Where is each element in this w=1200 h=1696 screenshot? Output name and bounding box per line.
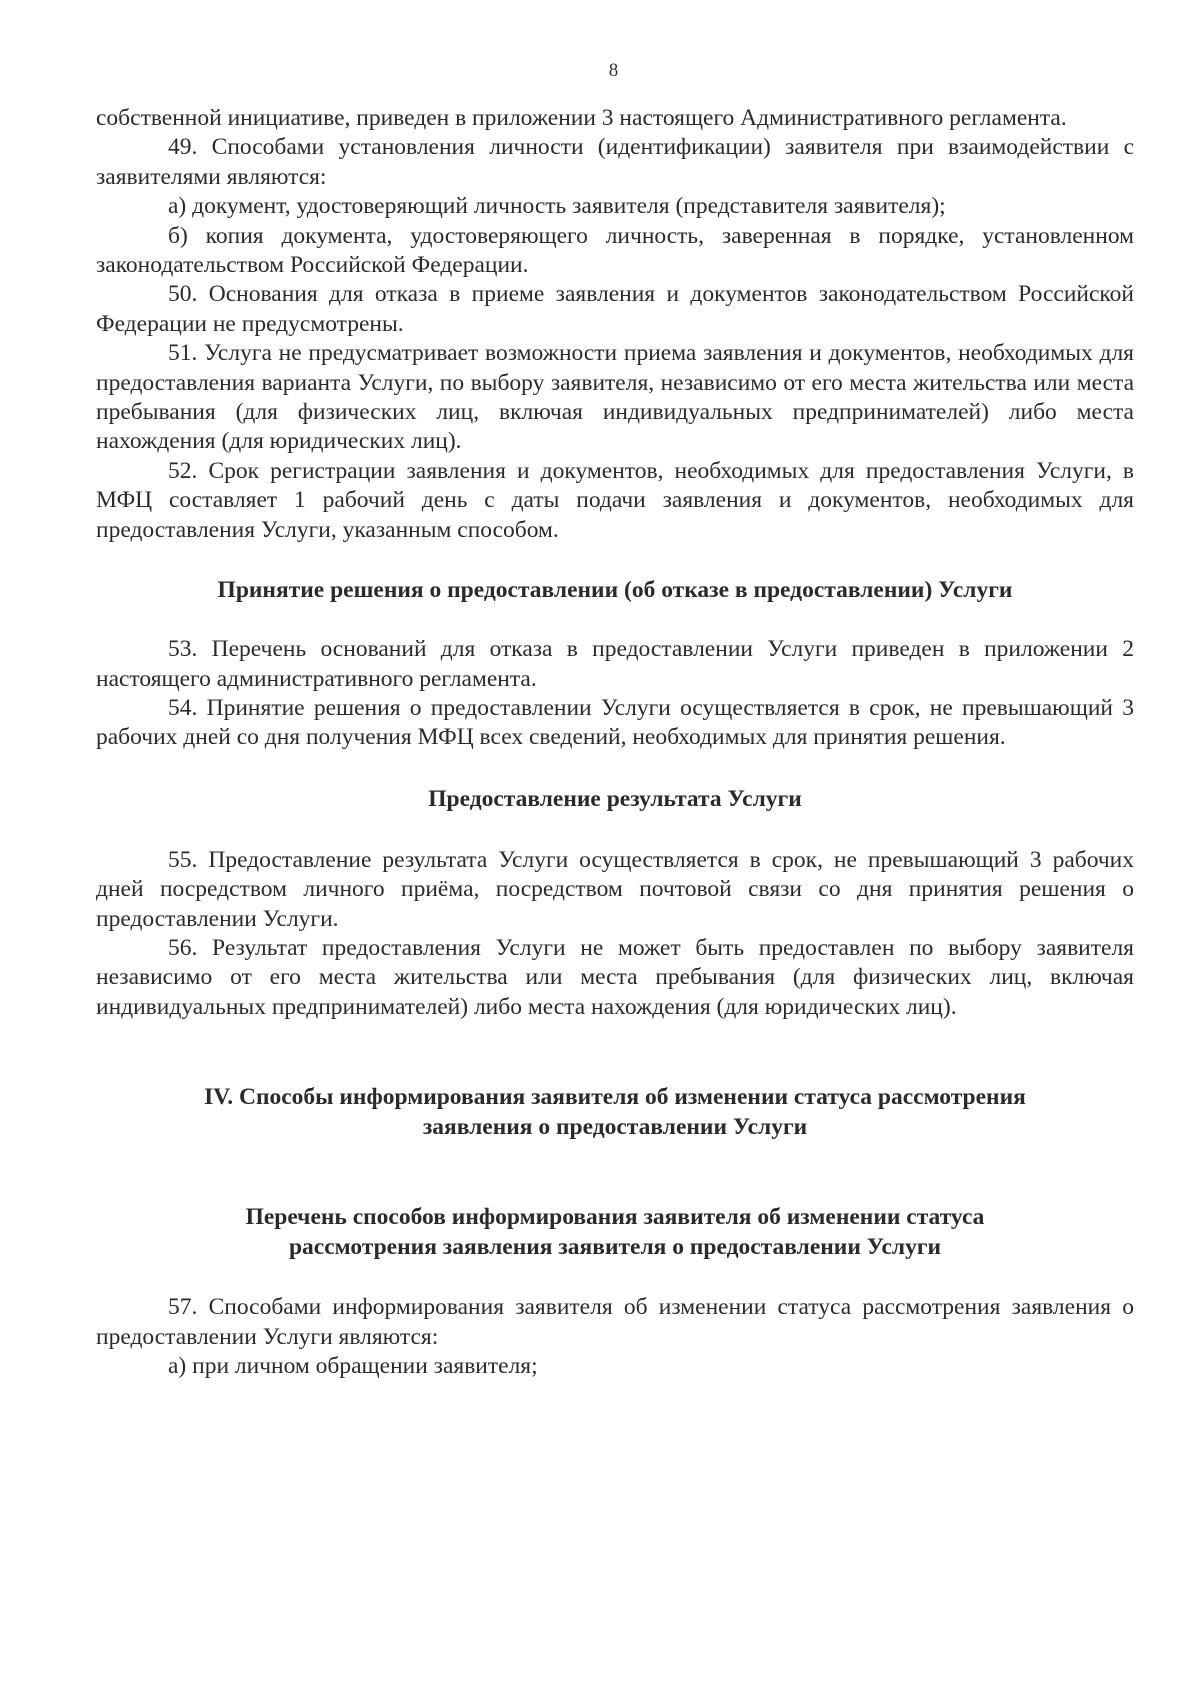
paragraph-55: 55. Предоставление результата Услуги осуществляется в срок, не превышающий 3 рабочих дней посредством личного приёма, посредством почтовой связи со дня принятия решения о предоставлении Услуги. <box>96 846 1134 932</box>
paragraph-continuation: собственной инициативе, приведен в приложении 3 настоящего Административного регламента. <box>96 105 1067 131</box>
paragraph-54: 54. Принятие решения о предоставлении Услуги осуществляется в срок, не превышающий 3 рабочих дней со дня получения МФЦ всех сведений, необходимых для принятия решения. <box>96 694 1134 751</box>
paragraph-49-a: а) документ, удостоверяющий личность заявителя (представителя заявителя); <box>168 193 946 220</box>
page-content <box>96 104 1134 1381</box>
subheading-methods-line2: рассмотрения заявления заявителя о предоставлении Услуги <box>288 1234 942 1261</box>
section-iv-heading-line1: IV. Способы информирования заявителя об изменении статуса рассмотрения <box>204 1084 1026 1111</box>
section-iv-heading-line2: заявления о предоставлении Услуги <box>422 1114 808 1141</box>
paragraph-57-a: а) при личном обращении заявителя; <box>168 1352 538 1379</box>
paragraph-52: 52. Срок регистрации заявления и документов, необходимых для предоставления Услуги, в МФЦ составляет 1 рабочий день с даты подачи заявления и документов, необходимых для предоставления Услуги, указанным способом. <box>96 457 1134 543</box>
paragraph-56: 56. Результат предоставления Услуги не может быть предоставлен по выбору заявителя независимо от его места жительства или места пребывания (для физических лиц, включая индивидуальных предпринимателей) либо места нахождения (для юридических лиц). <box>96 934 1134 1020</box>
paragraph-57: 57. Способами информирования заявителя об изменении статуса рассмотрения заявления о предоставлении Услуги являются: <box>96 1294 1134 1350</box>
paragraph-51: 51. Услуга не предусматривает возможности приема заявления и документов, необходимых для предоставления варианта Услуги, по выбору заявителя, независимо от его места жительства или места пребывания (для физических лиц, включая индивидуальных предпринимателей) либо места нахождения (для юридических лиц). <box>96 340 1134 455</box>
page-number: 8 <box>608 60 619 81</box>
heading-decision: Принятие решения о предоставлении (об отказе в предоставлении) Услуги <box>217 577 1013 604</box>
heading-result: Предоставление результата Услуги <box>428 785 802 812</box>
subheading-methods <box>96 1202 1134 1262</box>
paragraph-53: 53. Перечень оснований для отказа в предоставлении Услуги приведен в приложении 2 настоящего административного регламента. <box>96 636 1134 692</box>
subheading-methods-line1: Перечень способов информирования заявителя об изменении статуса <box>245 1204 985 1231</box>
paragraph-49: 49. Способами установления личности (идентификации) заявителя при взаимодействии с заявителями являются: <box>96 134 1134 190</box>
section-iv-heading <box>96 1082 1134 1142</box>
paragraph-49-b: б) копия документа, удостоверяющего личность, заверенная в порядке, установленном законодательством Российской Федерации. <box>96 222 1134 279</box>
paragraph-50: 50. Основания для отказа в приеме заявления и документов законодательством Российской Федерации не предусмотрены. <box>96 281 1134 337</box>
